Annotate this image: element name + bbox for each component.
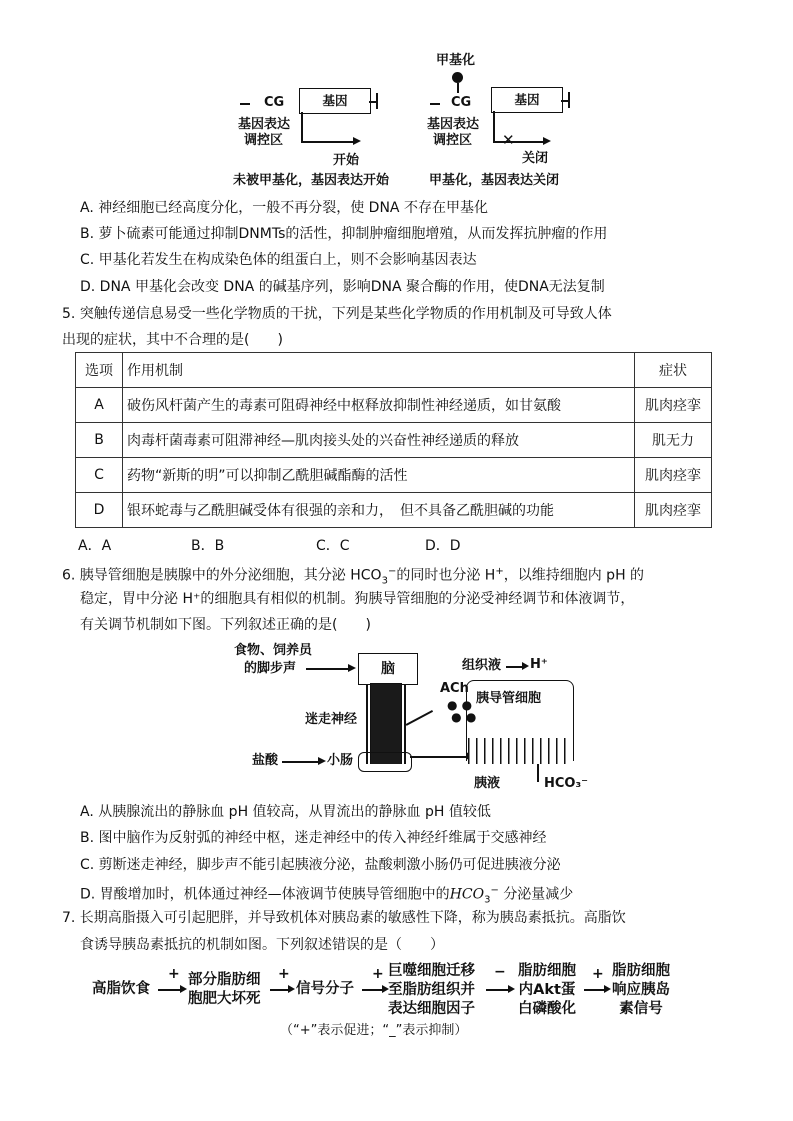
arrow-shaft [270,989,290,991]
flow-akt-phosphorylation: 脂肪细胞 内Akt蛋 白磷酸化 [518,963,576,1017]
methyl-label: 甲基化 [436,53,476,68]
row-symptom: 肌无力 [635,423,712,458]
flow-sign: + [372,966,384,982]
q5-answer-c[interactable]: C．C [316,538,350,554]
gene-line [568,92,570,108]
flow-insulin-response: 脂肪细胞 响应胰岛 素信号 [612,963,670,1017]
arrow-head-icon [508,985,515,993]
stop-label: 关闭 [522,151,549,166]
table-header-row [76,353,712,388]
ach-label: ACh [440,681,469,696]
blocked-x-icon: ✕ [502,131,515,149]
hco3-label: HCO₃⁻ [544,776,589,791]
dash [430,103,440,105]
food-label-1: 食物、饲养员 [234,643,313,658]
brain-box: 脑 [358,653,418,685]
q5-table [75,352,712,528]
region-label-right-1: 基因表达 [427,117,480,132]
vagus-label: 迷走神经 [305,712,358,727]
intestine-label: 小肠 [327,753,354,768]
table-row [76,423,712,458]
q6-option-b[interactable]: B. 图中脑作为反射弧的神经中枢，迷走神经中的传入神经纤维属于交感神经 [80,830,547,846]
q5-stem-line1: 5. 突触传递信息易受一些化学物质的干扰，下列是某些化学物质的作用机制及可导致人体 [62,306,612,322]
arrow-head-icon [604,985,611,993]
arrow-head-icon [522,662,529,670]
h-plus-label: H⁺ [530,657,548,672]
flow-sign: + [168,966,180,982]
tissue-fluid-label: 组织液 [462,658,502,673]
row-option: D [76,493,123,528]
arrow-head-icon [288,985,295,993]
table-row [76,458,712,493]
arrow-shaft [537,764,539,782]
q4-option-b[interactable]: B. 萝卜硫素可能通过抑制DNMTs的活性，抑制肿瘤细胞增殖，从而发挥抗肿瘤的作用 [80,226,608,242]
arrow-head-icon [348,664,356,672]
flow-sign: + [278,966,290,982]
row-mechanism: 破伤风杆菌产生的毒素可阻碍神经中枢释放抑制性神经递质，如甘氨酸 [123,388,635,423]
gene-line [561,100,568,102]
flow-signal-molecule: 信号分子 [296,981,354,997]
arrow-shaft [282,761,320,763]
q4-option-d[interactable]: D. DNA 甲基化会改变 DNA 的碱基序列，影响DNA 聚合酶的作用，使DNA无法复制 [80,279,605,295]
cg-label-right: CG [451,95,472,110]
flow-adipocyte-necrosis: 部分脂肪细 胞肥大坏死 [188,972,261,1007]
row-option: C [76,458,123,493]
methyl-dot-icon [452,72,463,83]
row-symptom: 肌肉痉挛 [635,458,712,493]
gene-line [369,101,376,103]
region-label-right-2: 调控区 [433,133,473,148]
q5-answer-a[interactable]: A．A [78,538,112,554]
q5-answer-b[interactable]: B．B [191,538,225,554]
q7-stem-line1: 7. 长期高脂摄入可引起肥胖，并导致机体对胰岛素的敏感性下降，称为胰岛素抵抗。高脂饮 [62,910,626,926]
gene-line [376,93,378,109]
q6-option-d[interactable]: D. 胃酸增加时，机体通过神经—体液调节使胰导管细胞中的$HCO_3^-$ 分泌量减少 [80,885,574,906]
ach-dots-icon: ● ● ● ● [447,698,477,724]
start-label: 开始 [333,153,360,168]
region-label-left-2: 调控区 [244,133,284,148]
row-mechanism: 药物“新斯的明”可以抑制乙酰胆碱酯酶的活性 [123,458,635,493]
arrow-shaft [306,668,350,670]
cg-label-left: CG [264,95,285,110]
arrow-head-icon [318,757,326,765]
flow-macrophage: 巨噬细胞迁移 至脂肪组织并 表达细胞因子 [388,963,475,1017]
table-row [76,493,712,528]
methyl-stem [457,83,459,93]
header-mechanism: 作用机制 [123,353,635,388]
q6-stem-line3: 有关调节机制如下图。下列叙述正确的是( ) [80,617,371,633]
arrow-shaft [362,989,384,991]
q6-option-a[interactable]: A. 从胰腺流出的静脉血 pH 值较高，从胃流出的静脉血 pH 值较低 [80,804,491,820]
arrow-head-icon [543,137,551,145]
q7-stem-line2: 食诱导胰岛素抵抗的机制如图。下列叙述错误的是（ ） [80,937,444,953]
villi-shape [468,738,572,764]
q4-option-a[interactable]: A. 神经细胞已经高度分化，一般不再分裂，使 DNA 不存在甲基化 [80,200,488,216]
arrow-shaft [493,141,545,143]
q6-stem-line1: 6. 胰导管细胞是胰腺中的外分泌细胞，其分泌 $HCO_3^-$的同时也分泌 H+，以维持细胞内 pH 的 [62,566,645,587]
caption-right: 甲基化，基因表达关闭 [429,173,560,188]
header-option: 选项 [76,353,123,388]
row-symptom: 肌肉痉挛 [635,388,712,423]
arrow-shaft [486,989,510,991]
food-label-2: 的脚步声 [244,661,297,676]
row-mechanism: 银环蛇毒与乙酰胆碱受体有很强的亲和力， 但不具备乙酰胆碱的功能 [123,493,635,528]
hcl-label: 盐酸 [252,753,279,768]
region-label-left-1: 基因表达 [238,117,291,132]
row-option: A [76,388,123,423]
intestine-shape [358,752,412,772]
arrow-shaft [301,141,355,143]
flow-high-fat-diet: 高脂饮食 [92,981,150,997]
pancreatic-juice-label: 胰液 [474,776,501,791]
flow-sign: + [592,966,604,982]
q6-stem-line2: 稳定，胃中分泌 H⁺的细胞具有相似的机制。狗胰导管细胞的分泌受神经调节和体液调节， [80,591,635,607]
table-row [76,388,712,423]
arrow-shaft [584,989,606,991]
arrow-head-icon [353,137,361,145]
flow-sign: − [494,964,506,980]
caption-left: 未被甲基化，基因表达开始 [233,173,390,188]
nerve-branch [406,710,433,725]
q6-option-c[interactable]: C. 剪断迷走神经，脚步声不能引起胰液分泌，盐酸刺激小肠仍可促进胰液分泌 [80,857,561,873]
q5-answer-d[interactable]: D．D [425,538,461,554]
duct-cell-label: 胰导管细胞 [476,691,542,706]
q5-stem-line2: 出现的症状，其中不合理的是( ) [62,332,283,348]
arrow-head-icon [180,985,187,993]
row-mechanism: 肉毒杆菌毒素可阻滞神经—肌肉接头处的兴奋性神经递质的释放 [123,423,635,458]
gene-box-left: 基因 [299,88,371,114]
gene-box-right: 基因 [491,87,563,113]
q4-option-c[interactable]: C. 甲基化若发生在构成染色体的组蛋白上，则不会影响基因表达 [80,252,477,268]
row-symptom: 肌肉痉挛 [635,493,712,528]
flow-legend-note: （“+”表示促进；“_”表示抑制） [280,1023,468,1038]
arrow-stem [301,112,303,142]
arrow-shaft [410,756,468,758]
header-symptom: 症状 [635,353,712,388]
arrow-stem [493,111,495,142]
arrow-shaft [158,989,182,991]
dash [240,103,250,105]
row-option: B [76,423,123,458]
